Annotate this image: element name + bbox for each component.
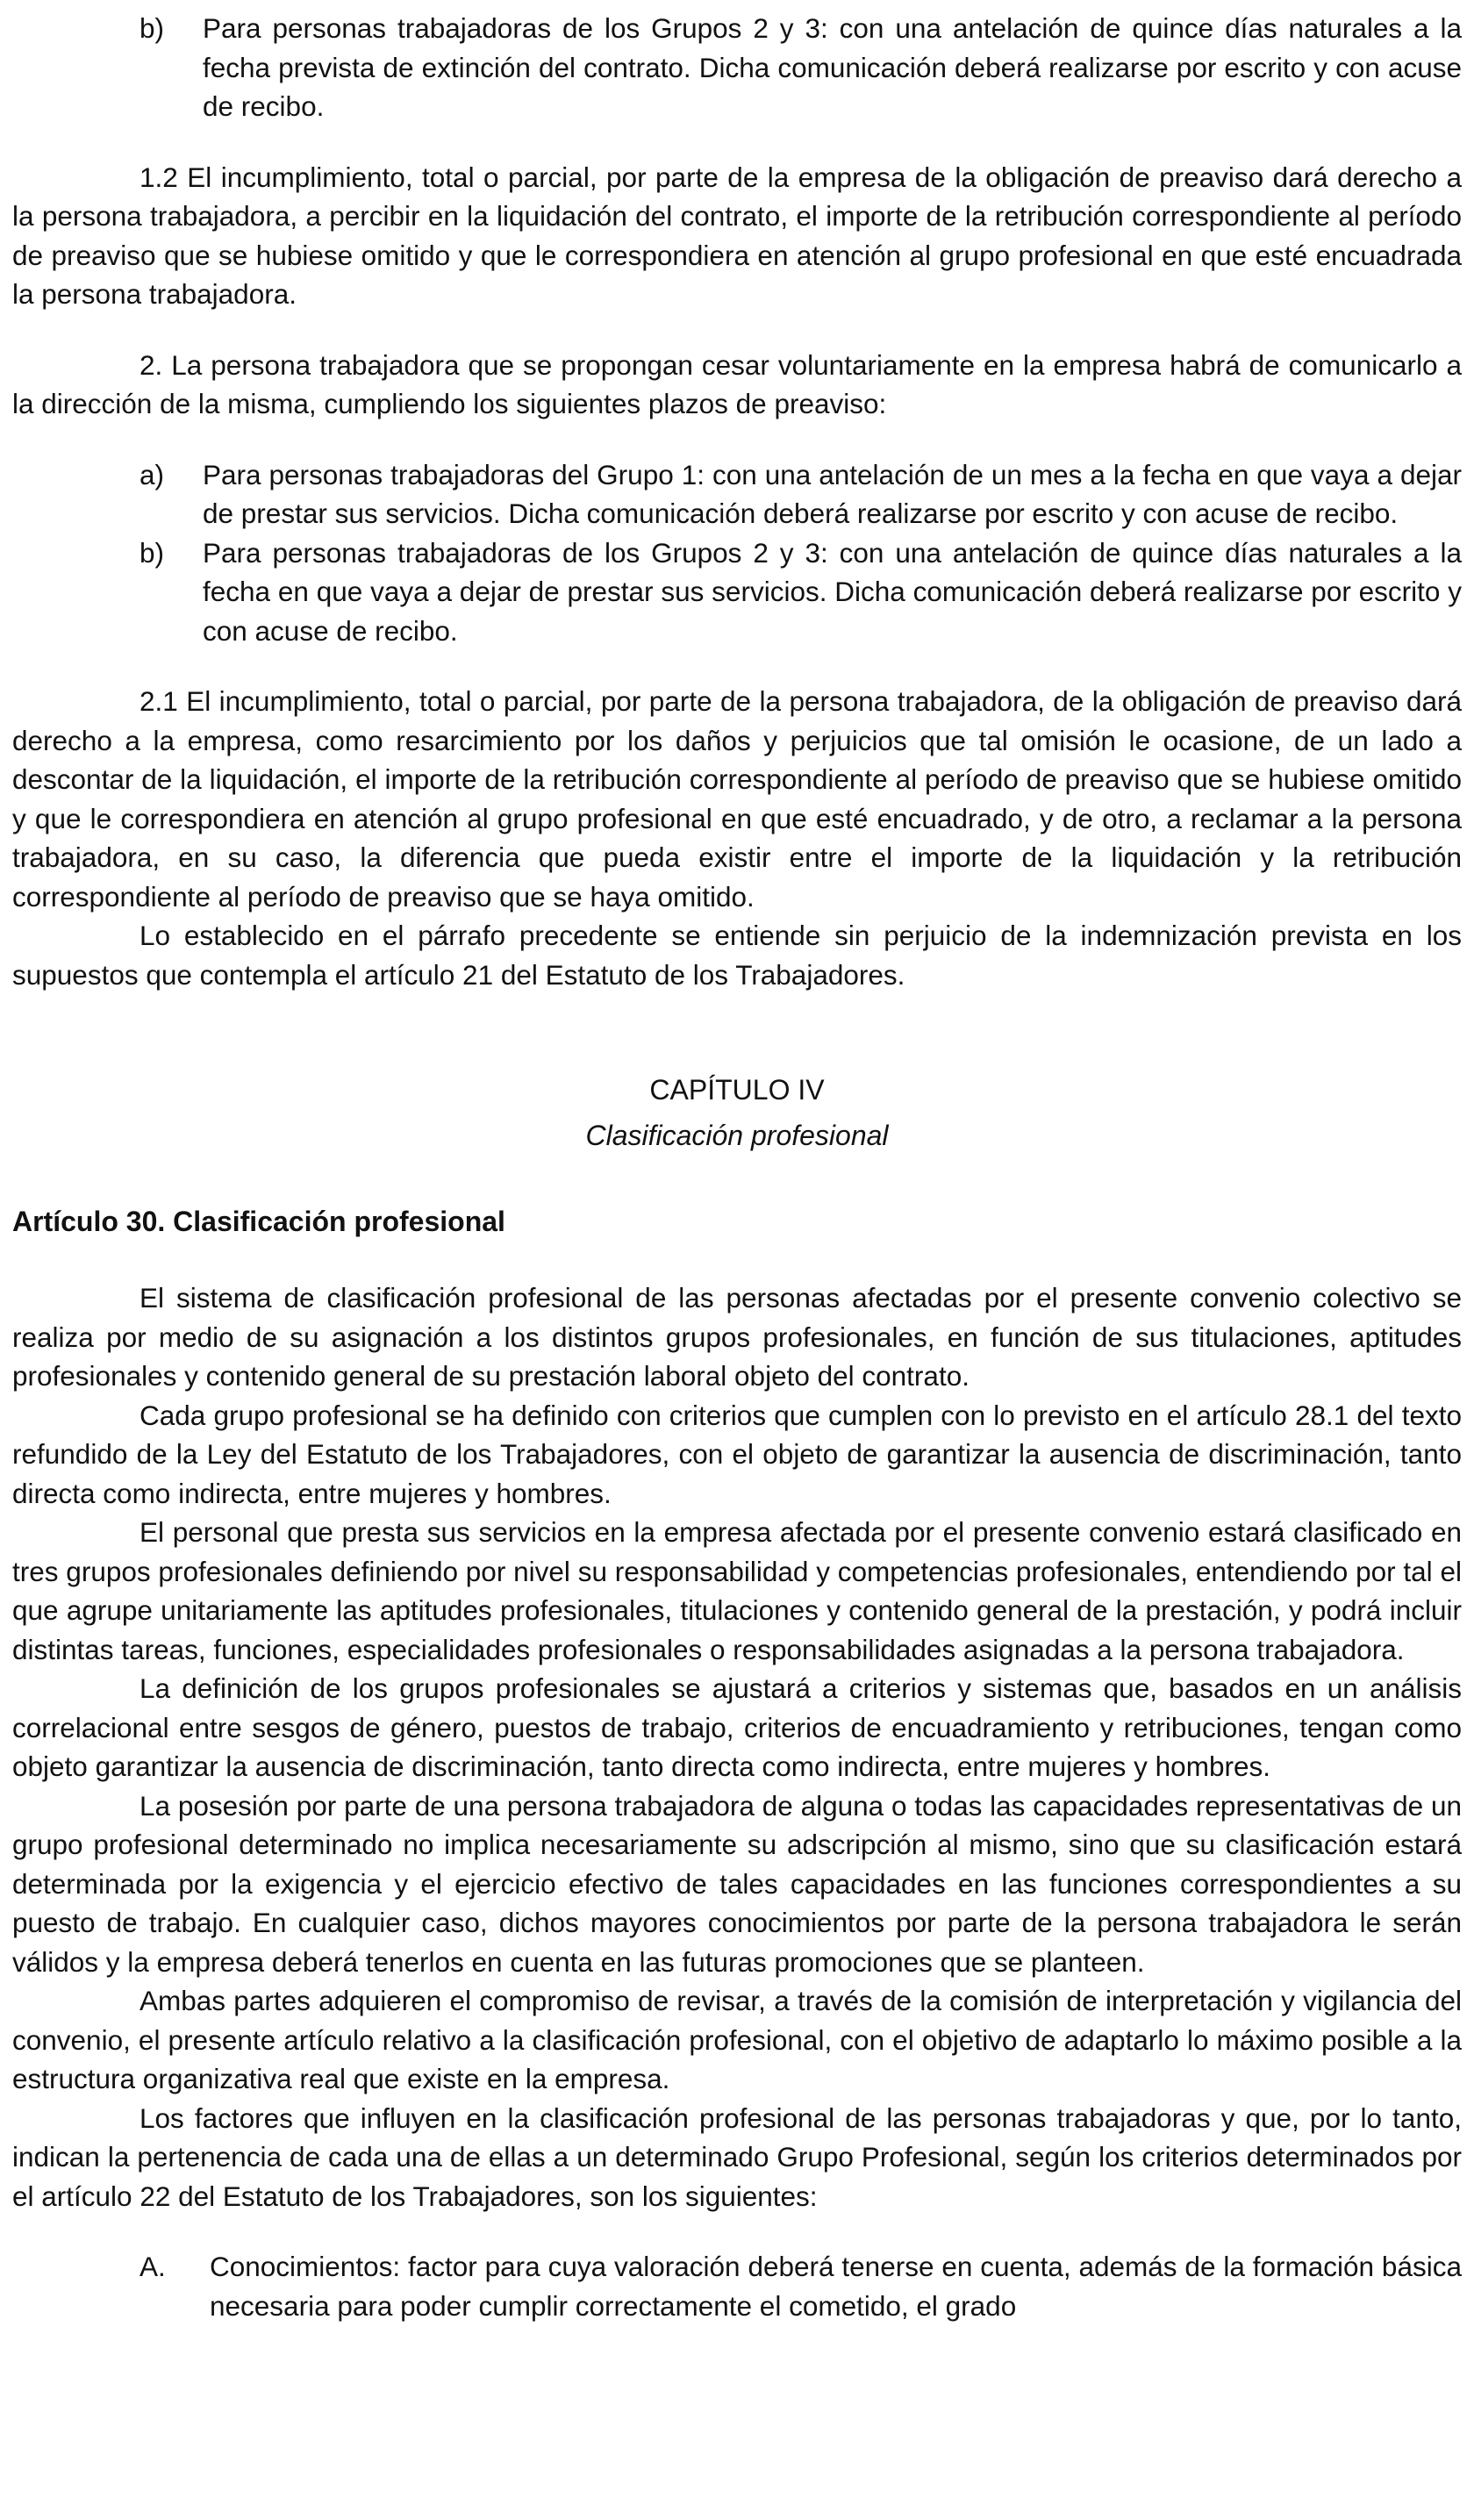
list-marker: b) bbox=[140, 536, 165, 569]
article-paragraph: Cada grupo profesional se ha definido con criterios que cumplen con lo previsto en el artículo 28.1 del texto refundido de la Ley del Estatuto de los Trabajadores, con el objeto de garantizar la ausencia de discriminación, tanto directa como indirecta, entre mujeres y hombres. bbox=[12, 1399, 1462, 1509]
spacer bbox=[12, 994, 1462, 1070]
list-item-text: Para personas trabajadoras de los Grupos 2 y 3: con una antelación de quince días naturales a la fecha en que vaya a dejar de prestar sus servicios. Dicha comunicación deberá realizarse por escrito y con acuse de recibo. bbox=[203, 536, 1462, 647]
spacer bbox=[12, 314, 1462, 346]
spacer bbox=[12, 126, 1462, 158]
article-paragraph: Ambas partes adquieren el compromiso de revisar, a través de la comisión de interpretación y vigilancia del convenio, el presente artículo relativo a la clasificación profesional, con el objetivo de adaptarlo lo máximo posible a la estructura organizativa real que existe en la empresa. bbox=[12, 1985, 1462, 2094]
spacer bbox=[12, 1242, 1462, 1278]
factors-list bbox=[140, 2247, 1462, 2325]
article-heading: Artículo 30. Clasificación profesional bbox=[12, 1206, 505, 1237]
list-marker: b) bbox=[140, 12, 165, 44]
article-paragraph: Los factores que influyen en la clasificación profesional de las personas trabajadoras y que, por lo tanto, indican la pertenencia de cada una de ellas a un determinado Grupo Profesional, según los criterios determinados por el artículo 22 del Estatuto de los Trabajadores, son los siguientes: bbox=[12, 2101, 1462, 2212]
document-body bbox=[12, 9, 1462, 2325]
spacer bbox=[12, 650, 1462, 682]
paragraph-1-2: 1.2 El incumplimiento, total o parcial, por parte de la empresa de la obligación de preaviso dará derecho a la persona trabajadora, a percibir en la liquidación del contrato, el importe de la retribución correspondiente al período de preaviso que se hubiese omitido y que le correspondiera en atención al grupo profesional en que esté encuadrada la persona trabajadora. bbox=[12, 161, 1462, 310]
list-item bbox=[140, 2247, 1462, 2325]
spacer bbox=[12, 2216, 1462, 2247]
spacer bbox=[12, 1156, 1462, 1201]
list-item bbox=[140, 9, 1462, 126]
article-paragraph: La definición de los grupos profesionales se ajustará a criterios y sistemas que, basados en un análisis correlacional entre sesgos de género, puestos de trabajo, criterios de encuadramiento y retribuciones, tengan como objeto garantizar la ausencia de discriminación, tanto directa como indirecta, entre mujeres y hombres. bbox=[12, 1672, 1462, 1782]
list-item-text: Conocimientos: factor para cuya valoración deberá tenerse en cuenta, además de la formación básica necesaria para poder cumplir correctamente el cometido, el grado bbox=[210, 2251, 1462, 2322]
list-item-text: Para personas trabajadoras del Grupo 1: con una antelación de un mes a la fecha en que vaya a dejar de prestar sus servicios. Dicha comunicación deberá realizarse por escrito y con acuse de recibo. bbox=[203, 458, 1462, 529]
paragraph-lo-establecido: Lo establecido en el párrafo precedente se entiende sin perjuicio de la indemnización prevista en los supuestos que contempla el artículo 21 del Estatuto de los Trabajadores. bbox=[12, 920, 1462, 991]
article-paragraph: La posesión por parte de una persona trabajadora de alguna o todas las capacidades representativas de un grupo profesional determinado no implica necesariamente su adscripción al mismo, sino que su clasificación estará determinada por la exigencia y el ejercicio efectivo de tales capacidades en las funciones correspondientes a su puesto de trabajo. En cualquier caso, dichos mayores conocimientos por parte de la persona trabajadora le serán válidos y la empresa deberá tenerlos en cuenta en las futuras promociones que se planteen. bbox=[12, 1789, 1462, 1978]
chapter-title: CAPÍTULO IV bbox=[649, 1074, 825, 1106]
article-paragraph: El personal que presta sus servicios en la empresa afectada por el presente convenio estará clasificado en tres grupos profesionales definiendo por nivel su responsabilidad y competencias profesionales, entendiendo por tal el que agrupe unitariamente las aptitudes profesionales, titulaciones y contenido general de la prestación, y podrá incluir distintas tareas, funciones, especialidades profesionales o responsabilidades asignadas a la persona trabajadora. bbox=[12, 1516, 1462, 1665]
list-item-text: Para personas trabajadoras de los Grupos 2 y 3: con una antelación de quince días naturales a la fecha prevista de extinción del contrato. Dicha comunicación deberá realizarse por escrito y con acuse de recibo. bbox=[203, 12, 1462, 122]
chapter-subtitle: Clasificación profesional bbox=[585, 1120, 889, 1151]
paragraph-2-1: 2.1 El incumplimiento, total o parcial, por parte de la persona trabajadora, de la obligación de preaviso dará derecho a la empresa, como resarcimiento por los daños y perjuicios que tal omisión le ocasione, de un lado a descontar de la liquidación, el importe de la retribución correspondiente al período de preaviso que se hubiese omitido y que le correspondiera en atención al grupo profesional en que esté encuadrado, y de otro, a reclamar a la persona trabajadora, en su caso, la diferencia que pueda existir entre el importe de la liquidación y la retribución correspondiente al período de preaviso que se haya omitido. bbox=[12, 685, 1462, 913]
paragraph-2: 2. La persona trabajadora que se propongan cesar voluntariamente en la empresa habrá de comunicarlo a la dirección de la misma, cumpliendo los siguientes plazos de preaviso: bbox=[12, 348, 1462, 419]
list-item bbox=[140, 533, 1462, 651]
spacer bbox=[12, 424, 1462, 455]
notice-list-worker bbox=[140, 455, 1462, 651]
list-marker: a) bbox=[140, 458, 165, 490]
list-item bbox=[140, 455, 1462, 533]
list-marker: A. bbox=[140, 2251, 166, 2282]
notice-list-employer bbox=[140, 9, 1462, 126]
article-paragraph: El sistema de clasificación profesional de las personas afectadas por el presente convenio colectivo se realiza por medio de su asignación a los distintos grupos profesionales, en función de sus titulaciones, aptitudes profesionales y contenido general de su prestación laboral objeto del contrato. bbox=[12, 1282, 1462, 1392]
